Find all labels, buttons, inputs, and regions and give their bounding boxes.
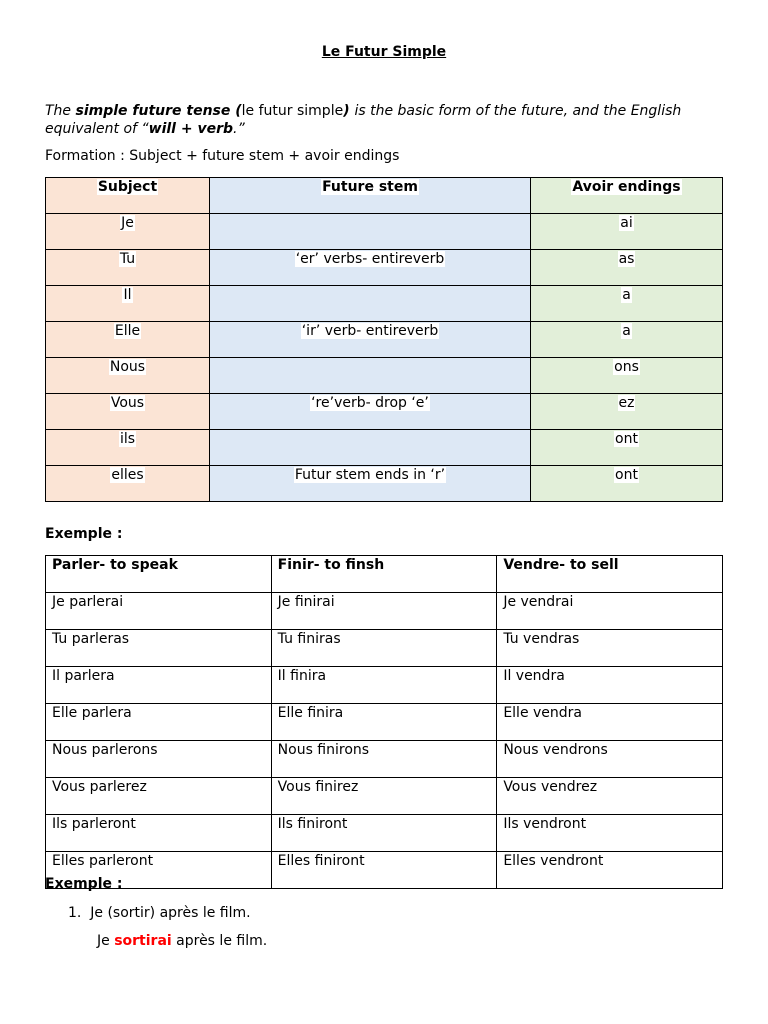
stem-cell: ‘ir’ verb- entireverb <box>210 322 531 358</box>
answer-post: après le film. <box>171 933 268 949</box>
table-row <box>46 286 723 322</box>
parler-cell: Vous parlerez <box>46 778 272 815</box>
exemple-heading: Exemple : <box>45 526 123 542</box>
table-row <box>46 466 723 502</box>
vendre-cell: Il vendra <box>497 667 723 704</box>
table-row <box>46 741 723 778</box>
conjugation-header-row <box>46 556 723 593</box>
vendre-cell: Nous vendrons <box>497 741 723 778</box>
parler-cell: Je parlerai <box>46 593 272 630</box>
subject-cell: Il <box>46 286 210 322</box>
parler-cell: Elles parleront <box>46 852 272 889</box>
formation-table <box>45 177 723 502</box>
intro-paren-close: ) <box>343 103 355 119</box>
subject-cell: Nous <box>46 358 210 394</box>
finir-cell: Elles finiront <box>271 852 497 889</box>
parler-cell: Tu parleras <box>46 630 272 667</box>
exercise-number: 1. <box>68 905 82 921</box>
subject-cell: Vous <box>46 394 210 430</box>
vendre-cell: Elle vendra <box>497 704 723 741</box>
header-avoir-endings: Avoir endings <box>531 178 723 214</box>
table-row <box>46 250 723 286</box>
intro-term: simple future tense ( <box>75 103 242 119</box>
table-row <box>46 358 723 394</box>
stem-cell <box>210 358 531 394</box>
table-row <box>46 430 723 466</box>
exercise-item <box>68 905 251 921</box>
table-row <box>46 630 723 667</box>
table-row <box>46 778 723 815</box>
vendre-cell: Vous vendrez <box>497 778 723 815</box>
intro-text-2: is the basic form of the future, and the English equivalent of “ <box>45 103 682 137</box>
stem-cell: ‘re’verb- drop ‘e’ <box>210 394 531 430</box>
intro-french-term: le futur simple <box>241 103 344 119</box>
subject-cell: Elle <box>46 322 210 358</box>
parler-cell: Nous parlerons <box>46 741 272 778</box>
stem-cell: ‘er’ verbs- entireverb <box>210 250 531 286</box>
table-row <box>46 852 723 889</box>
subject-cell: Tu <box>46 250 210 286</box>
finir-cell: Je finirai <box>271 593 497 630</box>
stem-cell <box>210 430 531 466</box>
ending-cell: ai <box>531 214 723 250</box>
vendre-cell: Tu vendras <box>497 630 723 667</box>
stem-cell <box>210 214 531 250</box>
formation-header-row <box>46 178 723 214</box>
parler-cell: Ils parleront <box>46 815 272 852</box>
ending-cell: ont <box>531 466 723 502</box>
ending-cell: ez <box>531 394 723 430</box>
vendre-cell: Elles vendront <box>497 852 723 889</box>
finir-cell: Nous finirons <box>271 741 497 778</box>
header-subject: Subject <box>46 178 210 214</box>
parler-cell: Il parlera <box>46 667 272 704</box>
finir-cell: Vous finirez <box>271 778 497 815</box>
vendre-cell: Ils vendront <box>497 815 723 852</box>
ending-cell: ons <box>531 358 723 394</box>
header-finir: Finir- to finsh <box>271 556 497 593</box>
header-future-stem: Future stem <box>210 178 531 214</box>
exercise-prompt: Je (sortir) après le film. <box>90 905 251 921</box>
stem-cell <box>210 286 531 322</box>
page-title: Le Futur Simple <box>321 44 447 60</box>
formation-line: Formation : Subject + future stem + avoir endings <box>45 148 400 164</box>
table-row <box>46 593 723 630</box>
subject-cell: elles <box>46 466 210 502</box>
table-row <box>46 322 723 358</box>
table-row <box>46 667 723 704</box>
finir-cell: Ils finiront <box>271 815 497 852</box>
ending-cell: a <box>531 286 723 322</box>
answer-pre: Je <box>97 933 115 949</box>
ending-cell: as <box>531 250 723 286</box>
subject-cell: ils <box>46 430 210 466</box>
intro-will-verb: will + verb <box>148 121 233 137</box>
parler-cell: Elle parlera <box>46 704 272 741</box>
table-row <box>46 815 723 852</box>
stem-cell: Futur stem ends in ‘r’ <box>210 466 531 502</box>
conjugation-table <box>45 555 723 889</box>
finir-cell: Elle finira <box>271 704 497 741</box>
header-vendre: Vendre- to sell <box>497 556 723 593</box>
exercise-answer <box>97 933 267 949</box>
table-row <box>46 214 723 250</box>
header-parler: Parler- to speak <box>46 556 272 593</box>
table-row <box>46 394 723 430</box>
vendre-cell: Je vendrai <box>497 593 723 630</box>
finir-cell: Tu finiras <box>271 630 497 667</box>
subject-cell: Je <box>46 214 210 250</box>
answer-highlight: sortirai <box>114 933 172 949</box>
exemple-heading-2: Exemple : <box>45 876 123 892</box>
intro-paragraph <box>45 102 725 138</box>
finir-cell: Il finira <box>271 667 497 704</box>
ending-cell: ont <box>531 430 723 466</box>
ending-cell: a <box>531 322 723 358</box>
table-row <box>46 704 723 741</box>
intro-text-3: .” <box>233 121 245 137</box>
intro-text-1: The <box>45 103 76 119</box>
